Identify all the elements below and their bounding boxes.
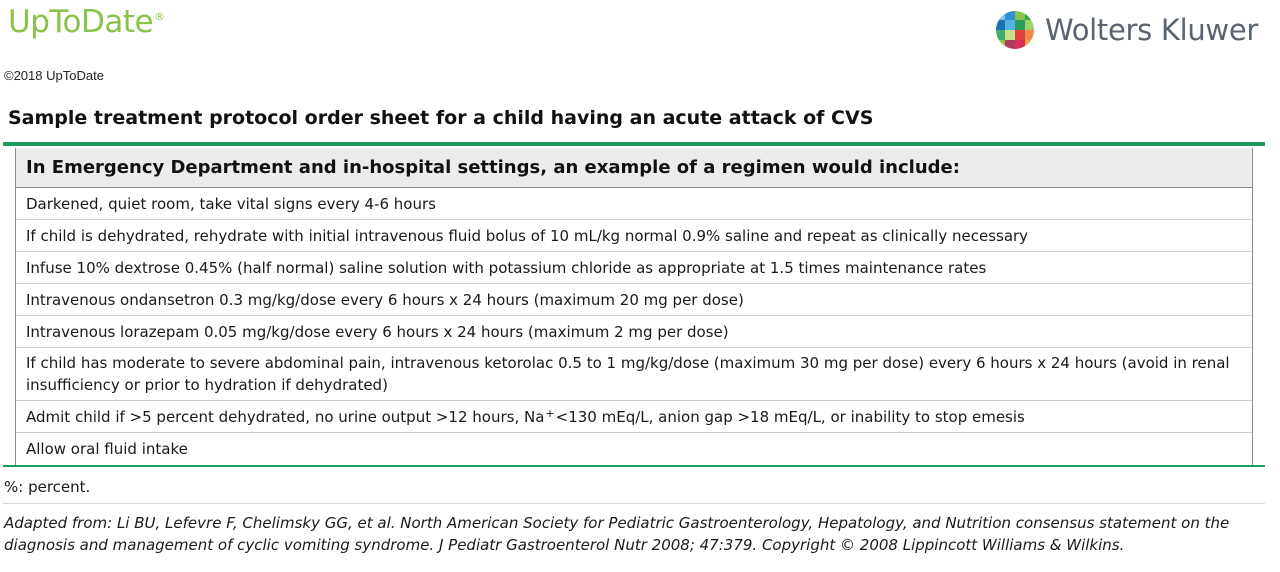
table-row: Allow oral fluid intake: [26, 440, 188, 458]
registered-mark: ®: [154, 10, 165, 23]
page-title: Sample treatment protocol order sheet for a child having an acute attack of CVS: [8, 107, 874, 129]
table-bottom-divider: [3, 465, 1265, 467]
brand-name: UpToDate: [8, 4, 154, 40]
publisher-name: Wolters Kluwer: [1045, 13, 1258, 47]
abbreviation-footnote: %: percent.: [4, 478, 91, 496]
copyright-notice: ©2018 UpToDate: [4, 68, 104, 83]
wolters-kluwer-globe-icon: [995, 10, 1035, 50]
table-row: Darkened, quiet room, take vital signs every 4-6 hours: [16, 188, 1252, 220]
title-divider: [3, 142, 1265, 146]
table-row: If child has moderate to severe abdominal pain, intravenous ketorolac 0.5 to 1 mg/kg/dose (maximum 30 mg per dose) every 6 hours x 24 hours (avoid in renal insufficiency or prior to hydration if dehydrated): [16, 348, 1252, 401]
table-header: In Emergency Department and in-hospital settings, an example of a regimen would include:: [16, 148, 1252, 188]
table-row: If child is dehydrated, rehydrate with initial intravenous fluid bolus of 10 mL/kg normal 0.9% saline and repeat as clinically necessary: [16, 220, 1252, 252]
protocol-table: [15, 148, 1253, 465]
wolters-kluwer-logo: [995, 10, 1258, 50]
table-row: Intravenous lorazepam 0.05 mg/kg/dose every 6 hours x 24 hours (maximum 2 mg per dose): [16, 316, 1252, 348]
uptodate-logo: [8, 4, 165, 40]
table-row: Admit child if >5 percent dehydrated, no urine output >12 hours, Na + <130 mEq/L, anion gap >18 mEq/L, or inability to stop emesis: [16, 401, 1252, 433]
table-row: Intravenous ondansetron 0.3 mg/kg/dose every 6 hours x 24 hours (maximum 20 mg per dose): [16, 284, 1252, 316]
footnote-separator: [3, 503, 1265, 504]
admit-criteria-text-end: <130 mEq/L, anion gap >18 mEq/L, or inability to stop emesis: [555, 407, 1025, 426]
source-citation: Adapted from: Li BU, Lefevre F, Chelimsky GG, et al. North American Society for Pediatric Gastroenterology, Hepatology, and Nutrition consensus statement on the diagnosis and management of cyclic vomiting syndrome. J Pediatr Gastroenterol Nutr 2008; 47:379. Copyright © 2008 Lippincott Williams & Wilkins.: [4, 514, 1230, 554]
table-row: Infuse 10% dextrose 0.45% (half normal) saline solution with potassium chloride as appropriate at 1.5 times maintenance rates: [16, 252, 1252, 284]
admit-criteria-text-start: Admit child if >5 percent dehydrated, no urine output >12 hours, Na: [26, 407, 545, 426]
